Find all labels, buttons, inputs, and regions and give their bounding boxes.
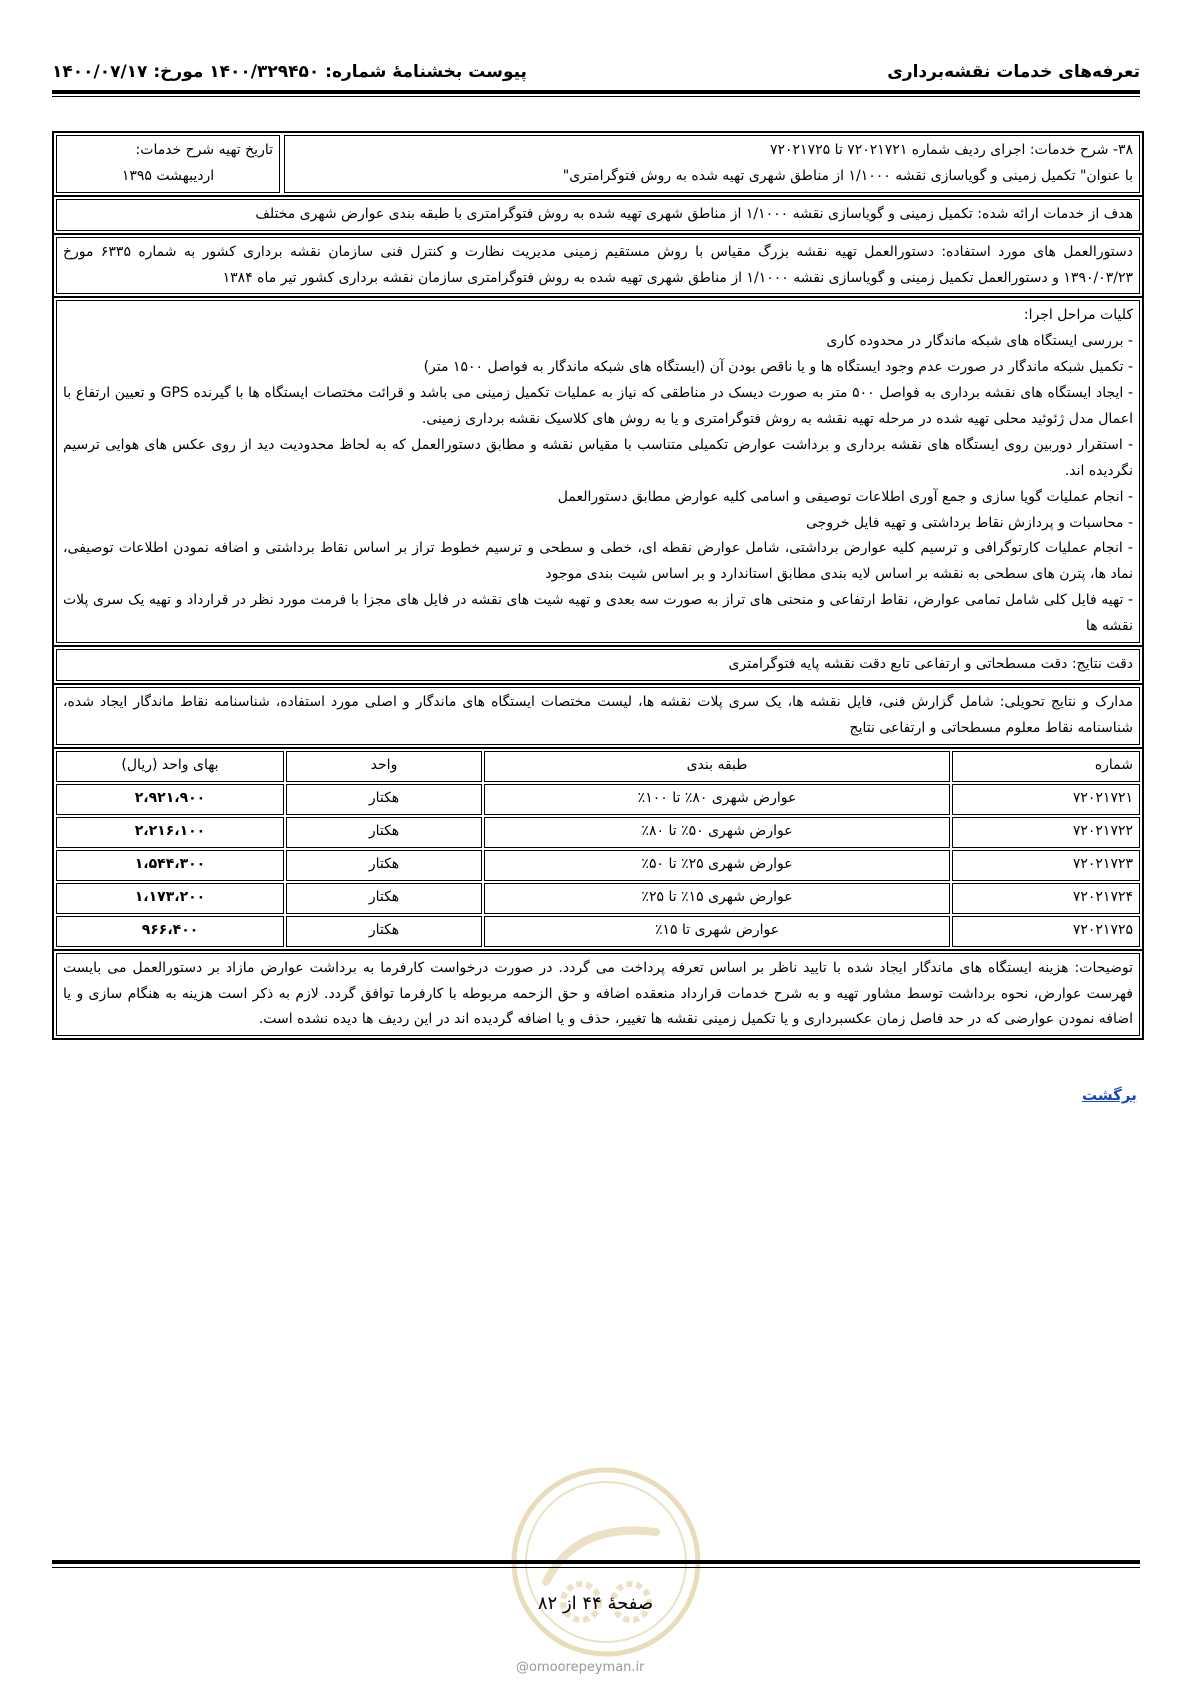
step-item: - محاسبات و پردازش نقاط برداشتی و تهیه فایل خروجی <box>806 514 1133 531</box>
step-item: - انجام عملیات کارتوگرافی و ترسیم کلیه عوارض برداشتی، شامل عوارض نقطه ای، خطی و سطحی و ترسیم خطوط تراز بر اساس نقاط برداشتی و اضافه نمودن اطلاعات توصیفی، نماد ها، پترن های سطحی به نقشه بر اساس لایه بندی مطابق استاندارد و بر اساس شیت بندی موجود <box>63 540 1133 583</box>
notes-row <box>54 953 1142 1037</box>
steps-title: کلیات مراحل اجرا: <box>1023 307 1133 324</box>
header-unit: واحد <box>286 751 482 782</box>
step-item: - تهیه فایل کلی شامل تمامی عوارض، نقاط ارتفاعی و منحنی های تراز به صورت سه بعدی و تهیه شیت های نقشه در فایل های مجزا با فرمت مورد نظر در قرارداد و تهیه یک سری پلات نقشه ها <box>63 592 1133 635</box>
row-number: ۷۲۰۲۱۷۲۵ <box>952 916 1140 947</box>
row-unit: هکتار <box>286 883 482 914</box>
header-price: بهای واحد (ریال) <box>56 751 284 782</box>
steps-block <box>56 300 1140 643</box>
row-number: ۷۲۰۲۱۷۲۲ <box>952 817 1140 848</box>
footer-rule-thin <box>52 1567 1140 1568</box>
header-rule-thin <box>52 96 1140 97</box>
back-link[interactable]: برگشت <box>1082 1086 1137 1104</box>
header-rule <box>52 90 1140 94</box>
row-classification: عوارض شهری ۸۰٪ تا ۱۰۰٪ <box>484 784 950 815</box>
watermark-url: @omoorepeyman.ir <box>516 1660 645 1675</box>
price-table <box>54 749 1142 949</box>
goal-text: هدف از خدمات ارائه شده: تکمیل زمینی و گویاسازی نقشه ۱/۱۰۰۰ از مناطق شهری تهیه شده به روش فتوگرامتری با طبقه بندی عوارض شهری مختلف <box>56 199 1140 231</box>
row-unit: هکتار <box>286 916 482 947</box>
header-number: شماره <box>952 751 1140 782</box>
price-table-row <box>54 749 1142 951</box>
row-classification: عوارض شهری تا ۱۵٪ <box>484 916 950 947</box>
service-description <box>284 135 1140 193</box>
row-number: ۷۲۰۲۱۷۲۳ <box>952 850 1140 881</box>
header-classification: طبقه بندی <box>484 751 950 782</box>
deliverables-row <box>54 687 1142 749</box>
row-price: ۲،۹۲۱،۹۰۰ <box>56 784 284 815</box>
instructions-row <box>54 237 1142 299</box>
service-date-cell <box>56 135 280 193</box>
price-table-header <box>56 751 1140 782</box>
accuracy-text: دقت نتایج: دقت مسطحاتی و ارتفاعی تابع دقت نقشه پایه فتوگرامتری <box>56 649 1140 681</box>
table-row <box>56 784 1140 815</box>
step-item: - بررسی ایستگاه های شبکه ماندگار در محدوده کاری <box>826 333 1133 350</box>
row-unit: هکتار <box>286 784 482 815</box>
row-price: ۱،۱۷۳،۲۰۰ <box>56 883 284 914</box>
row-number: ۷۲۰۲۱۷۲۴ <box>952 883 1140 914</box>
row-classification: عوارض شهری ۵۰٪ تا ۸۰٪ <box>484 817 950 848</box>
footer-rule <box>52 1560 1140 1564</box>
table-row <box>56 916 1140 947</box>
row-classification: عوارض شهری ۱۵٪ تا ۲۵٪ <box>484 883 950 914</box>
service-line-2: با عنوان" تکمیل زمینی و گویاسازی نقشه ۱/۱۰۰۰ از مناطق شهری تهیه شده به روش فتوگرامتری" <box>562 167 1133 184</box>
date-label: تاریخ تهیه شرح خدمات: <box>135 142 273 158</box>
step-item: - تکمیل شبکه ماندگار در صورت عدم وجود ایستگاه ها و یا ناقص بودن آن (ایستگاه های شبکه ماندگار به فواصل ۱۵۰۰ متر) <box>423 359 1133 376</box>
row-unit: هکتار <box>286 850 482 881</box>
header-title: تعرفه‌های خدمات نقشه‌برداری <box>887 62 1140 82</box>
table-row <box>56 850 1140 881</box>
row-classification: عوارض شهری ۲۵٪ تا ۵۰٪ <box>484 850 950 881</box>
row-price: ۱،۵۴۴،۳۰۰ <box>56 850 284 881</box>
header-reference: پیوست بخشنامۀ شماره: ۱۴۰۰/۳۲۹۴۵۰ مورخ: ۱۴۰۰/۰۷/۱۷ <box>52 62 527 82</box>
accuracy-row <box>54 649 1142 685</box>
step-item: - ایجاد ایستگاه های نقشه برداری به فواصل ۵۰۰ متر به صورت دیسک در مناطقی که نیاز به عملیات تکمیل زمینی می باشد و قرائت مختصات ایستگاه ها با گیرنده GPS و تعیین ارتفاع با اعمال مدل ژئوئید محلی تهیه شده در مرحله تهیه نقشه به روش فتوگرامتری و یا به روش های کلاسیک نقشه برداری زمینی. <box>63 385 1134 428</box>
step-item: - انجام عملیات گویا سازی و جمع آوری اطلاعات توصیفی و اسامی کلیه عوارض مطابق دستورالعمل <box>557 488 1133 505</box>
page-header <box>52 56 1140 88</box>
notes-text: توضیحات: هزینه ایستگاه های ماندگار ایجاد شده با تایید ناظر بر اساس تعرفه پرداخت می گردد. در صورت درخواست کارفرما به برداشت عوارض مازاد بر دستورالعمل می بایست فهرست عوارض، نحوه برداشت توسط مشاور تهیه و به شرح خدمات قرارداد منعقده اضافه و حق الزحمه مربوطه با کارفرما توافق گردد. لازم به ذکر است هزینه به هنگام سازی و یا اضافه نمودن عوارضی که در حد فاصل زمان عکسبرداری و یا تکمیل زمینی نقشه ها تغییر، حذف و یا اضافه گردیده اند در این ردیف ها دیده نشده است. <box>56 953 1140 1037</box>
service-table <box>52 131 1144 1040</box>
steps-row <box>54 300 1142 647</box>
date-value: اردیبهشت ۱۳۹۵ <box>121 167 215 184</box>
page-number: صفحۀ ۴۴ از ۸۲ <box>537 1593 654 1614</box>
instructions-text: دستورالعمل های مورد استفاده: دستورالعمل تهیه نقشه بزرگ مقیاس با روش مستقیم زمینی مدیریت نظارت و کنترل فنی سازمان نقشه برداری کشور به شماره ۶۳۳۵ مورخ ۱۳۹۰/۰۳/۲۳ و دستورالعمل تکمیل زمینی و گویاسازی نقشه ۱/۱۰۰۰ از مناطق شهری تهیه شده به روش فتوگرامتری سازمان نقشه برداری کشور تیر ماه ۱۳۸۴ <box>56 237 1140 295</box>
service-title-row <box>54 133 1142 197</box>
service-line-1: ۳۸- شرح خدمات: اجرای ردیف شماره ۷۲۰۲۱۷۲۱ تا ۷۲۰۲۱۷۲۵ <box>769 142 1133 158</box>
row-price: ۲،۲۱۶،۱۰۰ <box>56 817 284 848</box>
goal-row <box>54 199 1142 235</box>
table-row <box>56 883 1140 914</box>
row-price: ۹۶۶،۴۰۰ <box>56 916 284 947</box>
step-item: - استقرار دوربین روی ایستگاه های نقشه برداری و برداشت عوارض تکمیلی متناسب با مقیاس نقشه و مطابق دستورالعمل که به لحاظ محدودیت دید از روی عکس های هوایی ترسیم نگردیده اند. <box>63 436 1133 479</box>
row-unit: هکتار <box>286 817 482 848</box>
deliverables-text: مدارک و نتایج تحویلی: شامل گزارش فنی، فایل نقشه ها، یک سری پلات نقشه ها، لیست مختصات ایستگاه های ماندگار و اصلی مورد استفاده، شناسنامه نقاط ماندگار ایجاد شده، شناسنامه نقاط معلوم مسطحاتی و ارتفاعی نتایج <box>56 687 1140 745</box>
row-number: ۷۲۰۲۱۷۲۱ <box>952 784 1140 815</box>
table-row <box>56 817 1140 848</box>
